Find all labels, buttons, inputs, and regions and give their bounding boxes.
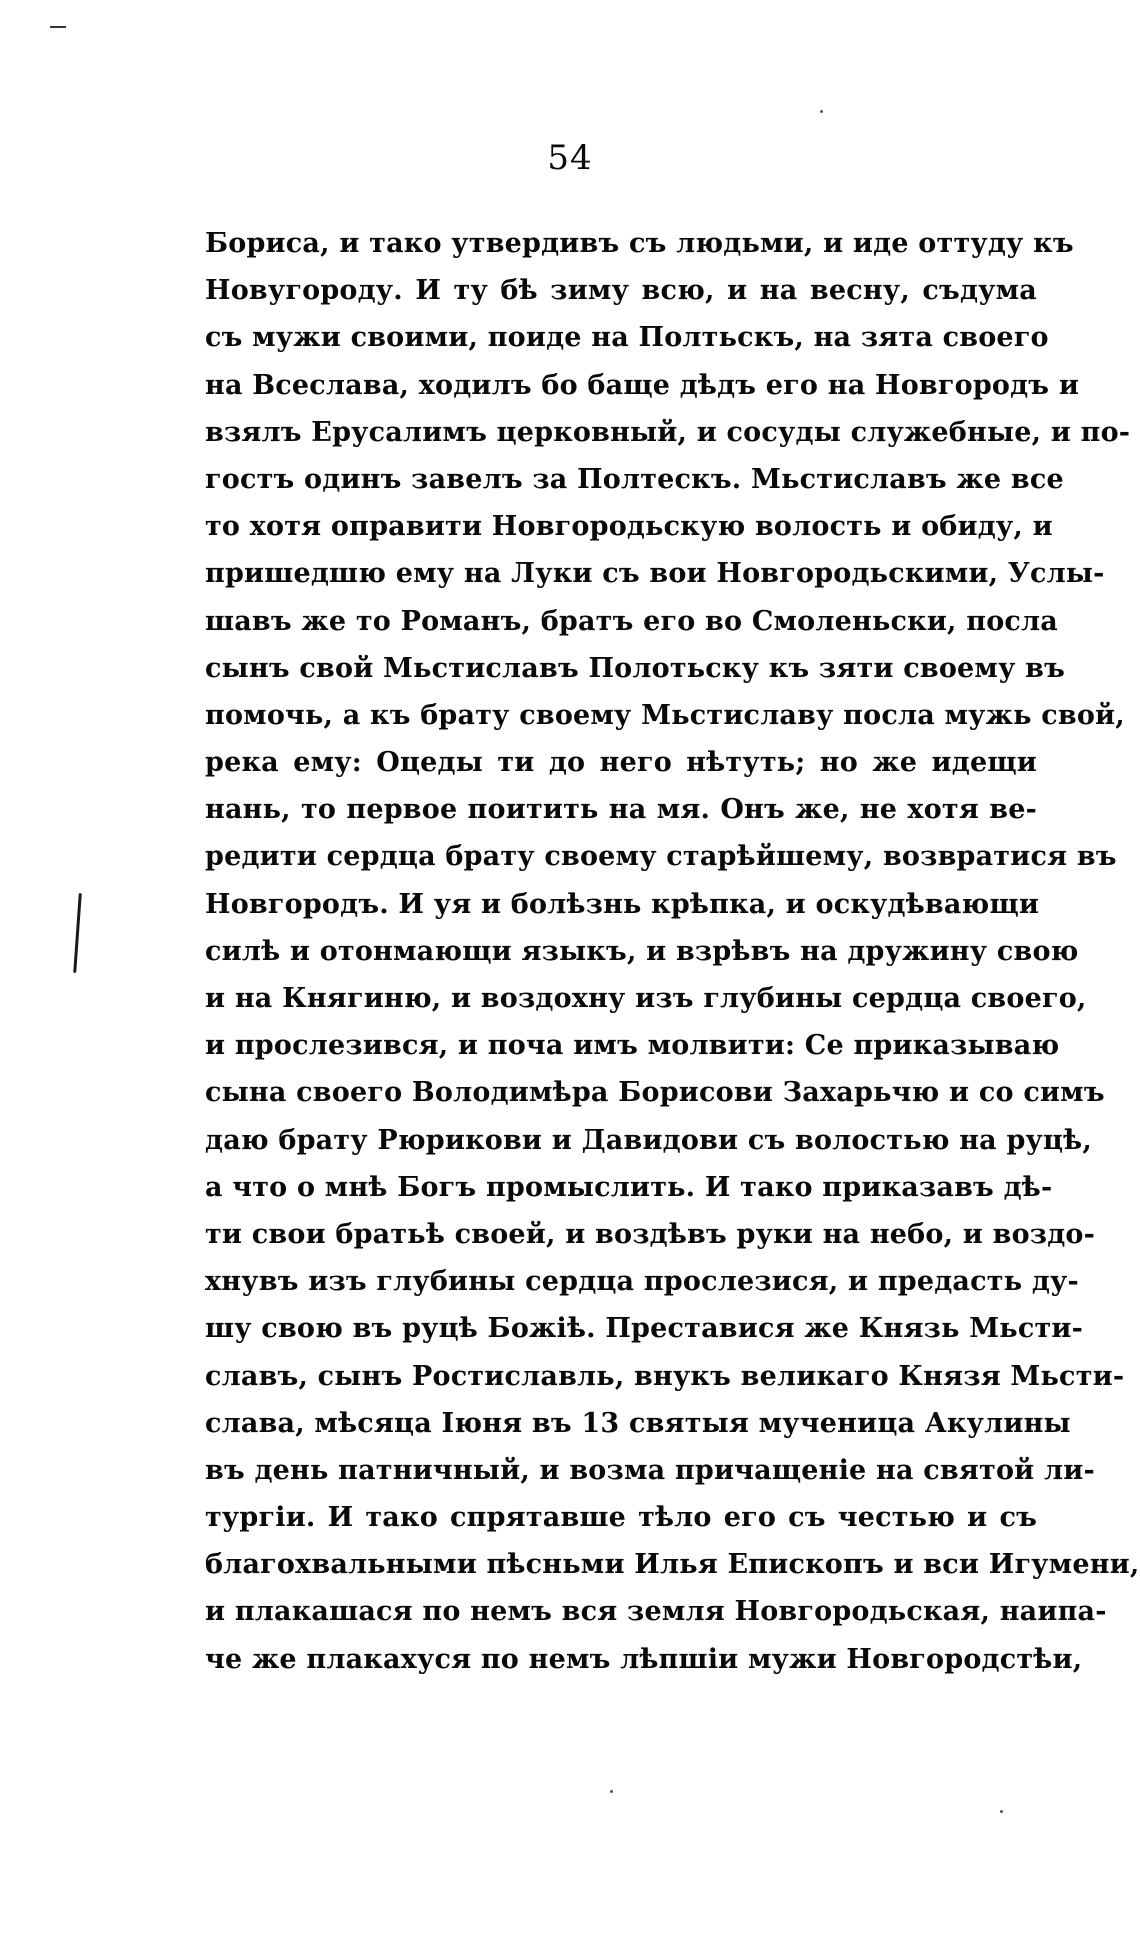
text-line: въ день патничный, и возма причащеніе на святой ли-: [205, 1454, 1095, 1486]
text-line: силѣ и отонмающи языкъ, и взрѣвъ на дружину свою: [205, 935, 1079, 967]
text-line: и плакашася по немъ вся земля Новгородьская, наипа-: [205, 1596, 1107, 1628]
text-line: то хотя оправити Новгородьскую волость и обиду, и: [205, 511, 1053, 543]
scan-speck: [1000, 1810, 1003, 1813]
text-line: и на Княгиню, и воздохну изъ глубины сердца своего,: [205, 983, 1087, 1014]
text-line: благохвальными пѣсньми Илья Епископъ и вси Игумени,: [205, 1549, 1140, 1581]
text-line: шавъ же то Романъ, братъ его во Смоленьски, посла: [205, 605, 1058, 637]
text-line: помочь, а къ брату своему Мьстиславу посла мужь свой,: [205, 699, 1125, 731]
text-line: слава, мѣсяца Іюня въ 13 святыя мученица Акулины: [205, 1407, 1071, 1439]
text-line: шу свою въ руцѣ Божіѣ. Преставися же Князь Мьсти-: [205, 1313, 1084, 1345]
scan-edge-mark: [50, 26, 66, 28]
text-line: и прослезився, и поча имъ молвити: Се приказываю: [205, 1030, 1060, 1062]
text-line: съ мужи своими, поиде на Полтьскъ, на зята своего: [205, 322, 1049, 354]
text-line: даю брату Рюрикови и Давидови съ волостью на руцѣ,: [205, 1124, 1092, 1156]
text-line: а что о мнѣ Богъ промыслить. И тако приказавъ дѣ-: [205, 1171, 1053, 1203]
scan-speck: [820, 110, 823, 113]
text-line: нань, то первое поитить на мя. Онъ же, не хотя ве-: [205, 794, 1037, 826]
text-line: тургіи. И тако спрятавше тѣло его съ честью и съ: [205, 1502, 1037, 1534]
text-line: Новгородъ. И уя и болѣзнь крѣпка, и оскудѣвающи: [205, 888, 1040, 920]
margin-pencil-mark: [73, 893, 82, 973]
text-line: че же плакахуся по немъ лѣпшіи мужи Новгородстѣи,: [205, 1643, 1083, 1675]
text-line: хнувъ изъ глубины сердца прослезися, и предасть ду-: [205, 1266, 1079, 1298]
text-line: сынъ свой Мьстиславъ Полотьску къ зяти своему въ: [205, 652, 1066, 684]
text-line: сына своего Володимѣра Борисови Захарьчю и со симъ: [205, 1077, 1105, 1109]
text-line: славъ, сынъ Ростиславль, внукъ великаго Князя Мьсти-: [205, 1360, 1125, 1392]
text-line: взялъ Ерусалимъ церковный, и сосуды служебные, и по-: [205, 416, 1131, 448]
scan-speck: [610, 1790, 613, 1793]
text-line: гостъ одинъ завелъ за Полтескъ. Мьстиславъ же все: [205, 463, 1064, 495]
text-line: Новугороду. И ту бѣ зиму всю, и на весну, съдума: [205, 275, 1037, 307]
text-line: река ему: Оцеды ти до него нѣтуть; но же идещи: [205, 747, 1037, 779]
text-line: пришедшю ему на Луки съ вои Новгородьскими, Услы-: [205, 558, 1105, 590]
page-number: 54: [547, 138, 593, 178]
text-line: ти свои братьѣ своей, и воздѣвъ руки на небо, и воздо-: [205, 1218, 1096, 1250]
text-line: редити сердца брату своему старѣйшему, возвратися въ: [205, 841, 1117, 873]
body-text: [205, 220, 1140, 1683]
text-line: Бориса, и тако утвердивъ съ людьми, и иде оттуду къ: [205, 228, 1074, 259]
text-line: на Всеслава, ходилъ бо баще дѣдъ его на Новгородъ и: [205, 369, 1080, 401]
